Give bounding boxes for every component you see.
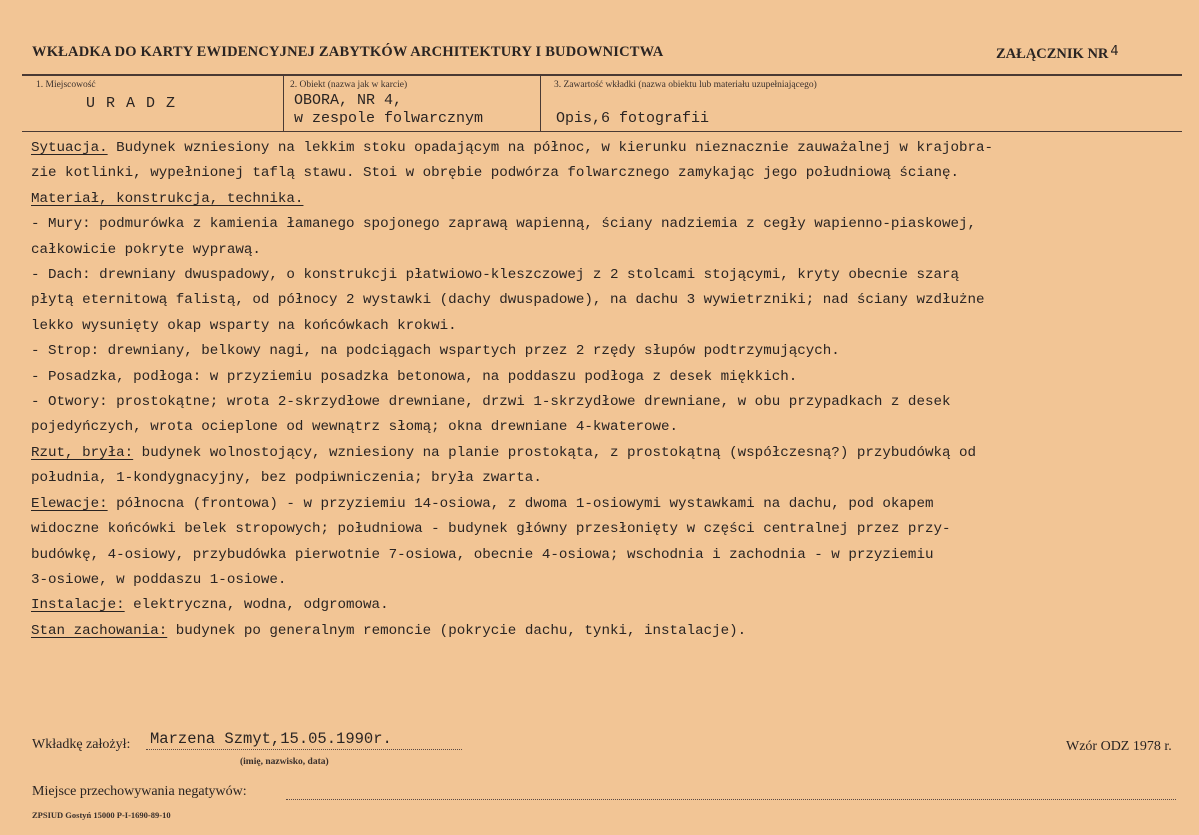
section-material xyxy=(31,187,1181,212)
section-text: Budynek wzniesiony na lekkim stoku opadającym na północ, w kierunku nieznacznie zauważalnej w krajobra- zie kotlinki, wypełnionej taflą stawu. Stoi w obrębie podwórza folwarcznego zamykając jego południową ścianę. xyxy=(31,140,994,182)
field-separator-2 xyxy=(540,76,541,131)
author-label: Wkładkę założył: xyxy=(32,737,131,752)
section-installations xyxy=(31,593,1181,618)
annex-label xyxy=(996,44,1119,63)
section-text: - Mury: podmurówka z kamienia łamanego spojonego zaprawą wapienną, ściany nadziemia z cegły wapienno-piaskowej, całkowicie pokryte wyprawą. xyxy=(31,216,977,258)
section-heading: Instalacje: xyxy=(31,597,125,614)
section-text: budynek wolnostojący, wzniesiony na planie prostokąta, z prostokątną (współczesną?) przybudówką od południa, 1-kondygnacyjny, bez podpiwniczenia; bryła zwarta. xyxy=(31,444,977,487)
template-label: Wzór ODZ 1978 r. xyxy=(1066,739,1172,754)
object-value-line1: OBORA, NR 4, xyxy=(294,92,403,109)
section-text: - Otwory: prostokątne; wrota 2-skrzydłowe drewniane, drzwi 1-skrzydłowe drewniane, w obu przypadkach z desek pojedyńczych, wrota ocieplone od wewnątrz słomą; okna drewniane 4-kwaterowe. xyxy=(31,394,951,436)
section-roof xyxy=(31,263,1181,339)
section-floor xyxy=(31,365,1181,390)
section-walls xyxy=(31,212,1181,263)
content-label: 3. Zawartość wkładki (nazwa obiektu lub materiału uzupełniającego) xyxy=(554,80,817,90)
locality-value: U R A D Z xyxy=(86,95,177,112)
section-heading: Sytuacja. xyxy=(31,140,108,156)
section-ceiling xyxy=(31,339,1181,364)
section-text: północna (frontowa) - w przyziemiu 14-osiowa, z dwoma 1-osiowymi wystawkami na dachu, pod okapem widoczne końcówki belek stropowych; południowa - budynek główny przesłonięty w części centralnej przez przy- budówkę, 4-osiowy, przybudówka pierwotnie 7-osiowa, obecnie 4-osiowa; wschodnia i zachodnia - w przyziemiu 3-osiowe, w poddaszu 1-osiowe. xyxy=(31,495,951,588)
object-value-line2: w zespole folwarcznym xyxy=(294,110,484,127)
content-value: Opis,6 fotografii xyxy=(556,110,710,127)
section-text: - Posadzka, podłoga: w przyziemiu posadzka betonowa, na poddaszu podłoga z desek miękkich. xyxy=(31,368,798,385)
section-text: budynek po generalnym remoncie (pokrycie dachu, tynki, instalacje). xyxy=(167,622,747,639)
section-elevations xyxy=(31,492,1181,594)
section-heading: Elewacje: xyxy=(31,495,108,512)
field-divider-rule xyxy=(22,131,1182,132)
section-plan xyxy=(31,441,1181,492)
field-separator-1 xyxy=(283,76,284,131)
section-heading: Materiał, konstrukcja, technika. xyxy=(31,190,304,207)
description-body xyxy=(31,136,1181,644)
section-openings xyxy=(31,390,1181,441)
locality-label: 1. Miejscowość xyxy=(36,80,96,90)
author-hint: (imię, nazwisko, data) xyxy=(240,757,329,767)
document-title: WKŁADKA DO KARTY EWIDENCYJNEJ ZABYTKÓW ARCHITEKTURY I BUDOWNICTWA xyxy=(32,44,664,60)
section-heading: Stan zachowania: xyxy=(31,622,168,639)
annex-label-text: ZAŁĄCZNIK NR xyxy=(996,46,1109,62)
object-label: 2. Obiekt (nazwa jak w karcie) xyxy=(290,80,408,90)
storage-dotted-line xyxy=(286,799,1176,800)
section-heading: Rzut, bryła: xyxy=(31,444,134,461)
storage-label: Miejsce przechowywania negatywów: xyxy=(32,784,247,799)
top-rule xyxy=(22,74,1182,76)
section-text: - Strop: drewniany, belkowy nagi, na podciągach wspartych przez 2 rzędy słupów podtrzymujących. xyxy=(31,343,840,360)
author-value: Marzena Szmyt,15.05.1990r. xyxy=(150,730,392,748)
section-condition xyxy=(31,619,1181,644)
annex-number: 4 xyxy=(1110,44,1119,59)
section-text: - Dach: drewniany dwuspadowy, o konstrukcji płatwiowo-kleszczowej z 2 stolcami stojącymi, kryty obecnie szarą płytą eternitową falistą, od północy 2 wystawki (dachy dwuspadowe), na dachu 3 wywietrzniki; nad ściany wzdłużne lekko wysunięty okap wsparty na końcówkach krokwi. xyxy=(31,267,985,334)
section-situation xyxy=(31,136,1181,187)
printer-info: ZPSIUD Gostyń 15000 P-I-1690-89-10 xyxy=(32,810,171,820)
author-dotted-line xyxy=(146,749,462,750)
section-text: elektryczna, wodna, odgromowa. xyxy=(124,597,389,614)
